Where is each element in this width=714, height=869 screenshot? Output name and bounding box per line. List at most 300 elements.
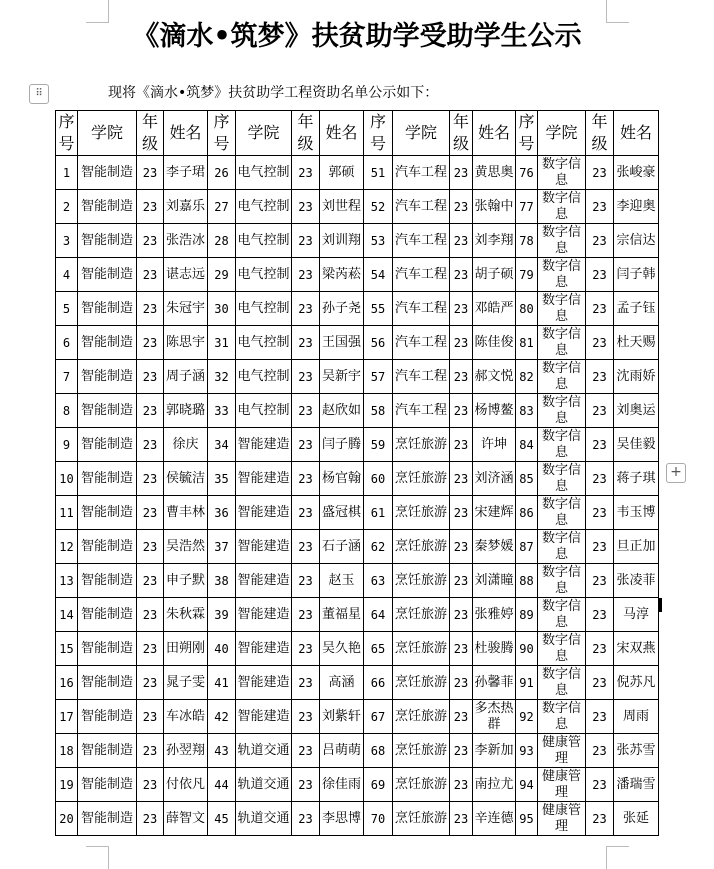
- cell-seq: 53: [364, 224, 393, 258]
- cell-name: 吴久艳: [320, 632, 364, 666]
- cell-college: 汽车工程: [393, 156, 450, 190]
- cell-college: 烹饪旅游: [393, 632, 450, 666]
- cell-college: 烹饪旅游: [393, 802, 450, 836]
- cell-grade: 23: [137, 258, 164, 292]
- table-row: [56, 632, 659, 666]
- cell-seq: 95: [516, 802, 538, 836]
- cell-grade: 23: [450, 700, 473, 734]
- cell-college: 智能建造: [236, 462, 292, 496]
- table-row: [56, 428, 659, 462]
- cell-seq: 36: [208, 496, 236, 530]
- cell-college: 智能制造: [78, 190, 137, 224]
- cell-name: 沈雨娇: [614, 360, 659, 394]
- cell-college: 智能制造: [78, 326, 137, 360]
- add-column-button[interactable]: +: [666, 463, 686, 483]
- cell-name: 李思博: [320, 802, 364, 836]
- cell-name: 周子涵: [164, 360, 208, 394]
- cell-grade: 23: [450, 666, 473, 700]
- cell-seq: 4: [56, 258, 78, 292]
- cell-name: 倪苏凡: [614, 666, 659, 700]
- cell-college: 智能建造: [236, 530, 292, 564]
- table-row: [56, 768, 659, 802]
- cell-grade: 23: [586, 802, 614, 836]
- intro-paragraph: 现将《滴水•筑梦》扶贫助学工程资助名单公示如下：: [108, 85, 439, 101]
- cell-grade: 23: [137, 768, 164, 802]
- cell-grade: 23: [450, 768, 473, 802]
- cell-grade: 23: [292, 258, 320, 292]
- cell-name: 石子涵: [320, 530, 364, 564]
- cell-grade: 23: [450, 734, 473, 768]
- cell-college: 汽车工程: [393, 292, 450, 326]
- cell-grade: 23: [586, 360, 614, 394]
- header-grade: 年级: [450, 111, 473, 156]
- cell-seq: 15: [56, 632, 78, 666]
- cell-name: 郭硕: [320, 156, 364, 190]
- cell-seq: 80: [516, 292, 538, 326]
- table-row: [56, 156, 659, 190]
- cell-name: 刘紫轩: [320, 700, 364, 734]
- cell-college: 数字信息: [538, 496, 586, 530]
- cell-grade: 23: [586, 292, 614, 326]
- table-row: [56, 802, 659, 836]
- cell-college: 智能制造: [78, 360, 137, 394]
- cell-seq: 1: [56, 156, 78, 190]
- cell-name: 杨官翰: [320, 462, 364, 496]
- table-row: [56, 564, 659, 598]
- cell-name: 闫子韩: [614, 258, 659, 292]
- cell-grade: 23: [586, 564, 614, 598]
- cell-seq: 83: [516, 394, 538, 428]
- cell-name: 车冰皓: [164, 700, 208, 734]
- header-name: 姓名: [473, 111, 516, 156]
- cell-seq: 37: [208, 530, 236, 564]
- cell-name: 蒋子琪: [614, 462, 659, 496]
- cell-name: 郭晓璐: [164, 394, 208, 428]
- cell-seq: 8: [56, 394, 78, 428]
- cell-grade: 23: [450, 360, 473, 394]
- cell-name: 吕萌萌: [320, 734, 364, 768]
- table-row: [56, 224, 659, 258]
- cell-grade: 23: [137, 598, 164, 632]
- table-row: [56, 360, 659, 394]
- cell-name: 赵欣如: [320, 394, 364, 428]
- cell-seq: 44: [208, 768, 236, 802]
- cell-seq: 79: [516, 258, 538, 292]
- cell-grade: 23: [450, 224, 473, 258]
- cell-grade: 23: [292, 768, 320, 802]
- cell-grade: 23: [586, 768, 614, 802]
- cell-seq: 40: [208, 632, 236, 666]
- cell-college: 烹饪旅游: [393, 564, 450, 598]
- cell-grade: 23: [137, 224, 164, 258]
- cell-college: 智能建造: [236, 564, 292, 598]
- cell-seq: 87: [516, 530, 538, 564]
- cell-college: 数字信息: [538, 156, 586, 190]
- cell-college: 数字信息: [538, 258, 586, 292]
- cell-seq: 90: [516, 632, 538, 666]
- table-row: [56, 666, 659, 700]
- cell-college: 智能建造: [236, 598, 292, 632]
- cell-grade: 23: [292, 632, 320, 666]
- cell-name: 胡子硕: [473, 258, 516, 292]
- cell-seq: 54: [364, 258, 393, 292]
- table-row: [56, 734, 659, 768]
- cell-seq: 56: [364, 326, 393, 360]
- cell-college: 轨道交通: [236, 734, 292, 768]
- cell-seq: 94: [516, 768, 538, 802]
- cell-seq: 93: [516, 734, 538, 768]
- cell-grade: 23: [586, 156, 614, 190]
- cell-grade: 23: [450, 394, 473, 428]
- cell-college: 数字信息: [538, 598, 586, 632]
- cell-grade: 23: [450, 564, 473, 598]
- cell-seq: 86: [516, 496, 538, 530]
- cell-seq: 16: [56, 666, 78, 700]
- cell-grade: 23: [586, 224, 614, 258]
- cell-seq: 5: [56, 292, 78, 326]
- cell-grade: 23: [137, 632, 164, 666]
- cell-college: 数字信息: [538, 564, 586, 598]
- cell-grade: 23: [292, 224, 320, 258]
- cell-college: 烹饪旅游: [393, 496, 450, 530]
- cell-seq: 57: [364, 360, 393, 394]
- cell-college: 智能制造: [78, 632, 137, 666]
- cell-name: 宋双燕: [614, 632, 659, 666]
- cell-grade: 23: [450, 428, 473, 462]
- table-row: [56, 530, 659, 564]
- cell-name: 徐佳雨: [320, 768, 364, 802]
- cell-grade: 23: [137, 530, 164, 564]
- cell-name: 申子默: [164, 564, 208, 598]
- cell-seq: 63: [364, 564, 393, 598]
- cell-seq: 42: [208, 700, 236, 734]
- cell-name: 宋建辉: [473, 496, 516, 530]
- cell-college: 电气控制: [236, 258, 292, 292]
- cell-college: 数字信息: [538, 326, 586, 360]
- cell-college: 数字信息: [538, 462, 586, 496]
- cell-college: 电气控制: [236, 156, 292, 190]
- cell-grade: 23: [586, 428, 614, 462]
- cell-seq: 17: [56, 700, 78, 734]
- cell-seq: 59: [364, 428, 393, 462]
- header-college: 学院: [78, 111, 137, 156]
- header-grade: 年级: [292, 111, 320, 156]
- cell-college: 电气控制: [236, 224, 292, 258]
- cell-college: 数字信息: [538, 666, 586, 700]
- cell-seq: 33: [208, 394, 236, 428]
- cell-name: 刘潇瞳: [473, 564, 516, 598]
- cell-college: 轨道交通: [236, 802, 292, 836]
- cell-college: 智能制造: [78, 802, 137, 836]
- cell-seq: 78: [516, 224, 538, 258]
- text-cursor: [659, 598, 662, 612]
- cell-name: 杜天赐: [614, 326, 659, 360]
- cell-seq: 62: [364, 530, 393, 564]
- cell-seq: 70: [364, 802, 393, 836]
- cell-college: 数字信息: [538, 360, 586, 394]
- cell-grade: 23: [586, 700, 614, 734]
- cell-seq: 7: [56, 360, 78, 394]
- cell-seq: 41: [208, 666, 236, 700]
- cell-grade: 23: [137, 564, 164, 598]
- header-college: 学院: [393, 111, 450, 156]
- cell-seq: 27: [208, 190, 236, 224]
- cell-college: 智能制造: [78, 224, 137, 258]
- table-row: [56, 394, 659, 428]
- page-corner-mark: [86, 846, 109, 869]
- cell-grade: 23: [292, 462, 320, 496]
- cell-name: 赵玉: [320, 564, 364, 598]
- cell-seq: 19: [56, 768, 78, 802]
- cell-seq: 34: [208, 428, 236, 462]
- cell-grade: 23: [292, 190, 320, 224]
- cell-seq: 67: [364, 700, 393, 734]
- cell-name: 张峻豪: [614, 156, 659, 190]
- cell-college: 数字信息: [538, 292, 586, 326]
- cell-grade: 23: [450, 632, 473, 666]
- cell-college: 智能制造: [78, 292, 137, 326]
- cell-name: 曹丰林: [164, 496, 208, 530]
- cell-name: 孙翌翔: [164, 734, 208, 768]
- cell-seq: 14: [56, 598, 78, 632]
- cell-name: 李新加: [473, 734, 516, 768]
- cell-grade: 23: [586, 190, 614, 224]
- cell-grade: 23: [137, 394, 164, 428]
- cell-college: 电气控制: [236, 292, 292, 326]
- cell-seq: 69: [364, 768, 393, 802]
- cell-college: 智能制造: [78, 496, 137, 530]
- cell-seq: 11: [56, 496, 78, 530]
- cell-grade: 23: [292, 564, 320, 598]
- cell-name: 孟子钰: [614, 292, 659, 326]
- cell-grade: 23: [137, 496, 164, 530]
- cell-name: 潘瑞雪: [614, 768, 659, 802]
- cell-grade: 23: [450, 258, 473, 292]
- cell-grade: 23: [586, 734, 614, 768]
- cell-grade: 23: [292, 292, 320, 326]
- cell-seq: 10: [56, 462, 78, 496]
- cell-college: 汽车工程: [393, 190, 450, 224]
- table-header-row: [56, 111, 659, 156]
- table-row: [56, 190, 659, 224]
- cell-grade: 23: [292, 360, 320, 394]
- cell-college: 汽车工程: [393, 258, 450, 292]
- cell-college: 烹饪旅游: [393, 598, 450, 632]
- cell-college: 数字信息: [538, 428, 586, 462]
- cell-college: 智能建造: [236, 666, 292, 700]
- cell-grade: 23: [586, 326, 614, 360]
- cell-seq: 29: [208, 258, 236, 292]
- header-college: 学院: [538, 111, 586, 156]
- header-seq: 序号: [56, 111, 78, 156]
- cell-college: 智能建造: [236, 496, 292, 530]
- cell-grade: 23: [292, 530, 320, 564]
- cell-seq: 65: [364, 632, 393, 666]
- header-seq: 序号: [364, 111, 393, 156]
- cell-seq: 38: [208, 564, 236, 598]
- cell-seq: 35: [208, 462, 236, 496]
- cell-college: 数字信息: [538, 224, 586, 258]
- cell-name: 田朔刚: [164, 632, 208, 666]
- cell-name: 谌志远: [164, 258, 208, 292]
- cell-college: 数字信息: [538, 190, 586, 224]
- cell-seq: 6: [56, 326, 78, 360]
- cell-grade: 23: [292, 156, 320, 190]
- cell-seq: 45: [208, 802, 236, 836]
- cell-grade: 23: [292, 700, 320, 734]
- cell-college: 轨道交通: [236, 768, 292, 802]
- cell-college: 数字信息: [538, 700, 586, 734]
- cell-name: 旦正加: [614, 530, 659, 564]
- cell-seq: 30: [208, 292, 236, 326]
- cell-grade: 23: [137, 292, 164, 326]
- cell-grade: 23: [137, 802, 164, 836]
- header-seq: 序号: [208, 111, 236, 156]
- cell-college: 烹饪旅游: [393, 428, 450, 462]
- cell-name: 吴佳毅: [614, 428, 659, 462]
- cell-seq: 31: [208, 326, 236, 360]
- cell-college: 健康管理: [538, 768, 586, 802]
- table-row: [56, 462, 659, 496]
- cell-name: 徐庆: [164, 428, 208, 462]
- cell-name: 马淳: [614, 598, 659, 632]
- cell-name: 刘济涵: [473, 462, 516, 496]
- cell-seq: 64: [364, 598, 393, 632]
- cell-seq: 51: [364, 156, 393, 190]
- cell-grade: 23: [292, 802, 320, 836]
- cell-seq: 68: [364, 734, 393, 768]
- cell-name: 杨博鳌: [473, 394, 516, 428]
- cell-name: 董福星: [320, 598, 364, 632]
- cell-college: 烹饪旅游: [393, 700, 450, 734]
- cell-name: 张雅婷: [473, 598, 516, 632]
- cell-seq: 82: [516, 360, 538, 394]
- cell-college: 烹饪旅游: [393, 734, 450, 768]
- cell-grade: 23: [137, 190, 164, 224]
- cell-college: 烹饪旅游: [393, 666, 450, 700]
- cell-grade: 23: [292, 326, 320, 360]
- cell-seq: 20: [56, 802, 78, 836]
- header-college: 学院: [236, 111, 292, 156]
- cell-name: 多杰热群: [474, 700, 514, 732]
- cell-college: 健康管理: [538, 802, 586, 836]
- cell-college: 智能建造: [236, 632, 292, 666]
- cell-name: 陈佳俊: [473, 326, 516, 360]
- table-row: [56, 496, 659, 530]
- cell-seq: 77: [516, 190, 538, 224]
- cell-grade: 23: [292, 496, 320, 530]
- cell-name: 孙子尧: [320, 292, 364, 326]
- cell-grade: 23: [137, 360, 164, 394]
- cell-grade: 23: [450, 802, 473, 836]
- cell-college: 智能建造: [236, 428, 292, 462]
- cell-name: 秦梦媛: [473, 530, 516, 564]
- cell-name: 南拉尤: [473, 768, 516, 802]
- cell-grade: 23: [450, 326, 473, 360]
- cell-grade: 23: [292, 394, 320, 428]
- cell-college: 智能制造: [78, 564, 137, 598]
- cell-grade: 23: [450, 530, 473, 564]
- cell-college: 汽车工程: [393, 360, 450, 394]
- cell-college: 智能制造: [78, 156, 137, 190]
- table-row: [56, 292, 659, 326]
- cell-name: 黄思奥: [473, 156, 516, 190]
- header-name: 姓名: [164, 111, 208, 156]
- cell-college: 数字信息: [538, 632, 586, 666]
- cell-seq: 66: [364, 666, 393, 700]
- cell-college: 智能建造: [236, 700, 292, 734]
- cell-name: 韦玉博: [614, 496, 659, 530]
- cell-grade: 23: [586, 258, 614, 292]
- cell-grade: 23: [450, 496, 473, 530]
- cell-seq: 91: [516, 666, 538, 700]
- cell-grade: 23: [450, 598, 473, 632]
- cell-college: 智能制造: [78, 768, 137, 802]
- cell-name: 梁芮菘: [320, 258, 364, 292]
- cell-name: 张浩冰: [164, 224, 208, 258]
- cell-grade: 23: [137, 734, 164, 768]
- cell-seq: 13: [56, 564, 78, 598]
- cell-seq: 58: [364, 394, 393, 428]
- cell-grade: 23: [137, 700, 164, 734]
- cell-seq: 55: [364, 292, 393, 326]
- cell-name: 孙馨菲: [473, 666, 516, 700]
- cell-seq: 3: [56, 224, 78, 258]
- cell-seq: 60: [364, 462, 393, 496]
- cell-name: 侯毓洁: [164, 462, 208, 496]
- cell-name: 张凌菲: [614, 564, 659, 598]
- cell-grade: 23: [292, 598, 320, 632]
- cell-name: 刘训翔: [320, 224, 364, 258]
- cell-name: 付依凡: [164, 768, 208, 802]
- cell-seq: 2: [56, 190, 78, 224]
- cell-name: 李子珺: [164, 156, 208, 190]
- table-move-handle-icon[interactable]: ⠿: [29, 84, 49, 104]
- cell-college: 电气控制: [236, 326, 292, 360]
- header-name: 姓名: [320, 111, 364, 156]
- cell-grade: 23: [292, 734, 320, 768]
- cell-name: 宗信达: [614, 224, 659, 258]
- cell-seq: 89: [516, 598, 538, 632]
- cell-college: 智能制造: [78, 666, 137, 700]
- cell-grade: 23: [137, 428, 164, 462]
- cell-college: 烹饪旅游: [393, 462, 450, 496]
- cell-college: 电气控制: [236, 394, 292, 428]
- cell-grade: 23: [137, 326, 164, 360]
- table-row: [56, 258, 659, 292]
- recipient-table: [55, 110, 659, 836]
- cell-name: 晁子雯: [164, 666, 208, 700]
- cell-grade: 23: [586, 462, 614, 496]
- cell-name: 张翰中: [473, 190, 516, 224]
- cell-name: 刘嘉乐: [164, 190, 208, 224]
- cell-name: 刘世程: [320, 190, 364, 224]
- cell-seq: 9: [56, 428, 78, 462]
- table-row: [56, 326, 659, 360]
- cell-name: 李迎奥: [614, 190, 659, 224]
- cell-name: 张延: [614, 802, 659, 836]
- cell-college: 电气控制: [236, 360, 292, 394]
- cell-college: 智能制造: [78, 428, 137, 462]
- cell-grade: 23: [586, 598, 614, 632]
- cell-college: 数字信息: [538, 394, 586, 428]
- cell-name: 吴浩然: [164, 530, 208, 564]
- cell-name: 陈思宇: [164, 326, 208, 360]
- cell-college: 智能制造: [78, 530, 137, 564]
- cell-name: 刘李翔: [473, 224, 516, 258]
- cell-seq: 39: [208, 598, 236, 632]
- cell-name: 盛冠棋: [320, 496, 364, 530]
